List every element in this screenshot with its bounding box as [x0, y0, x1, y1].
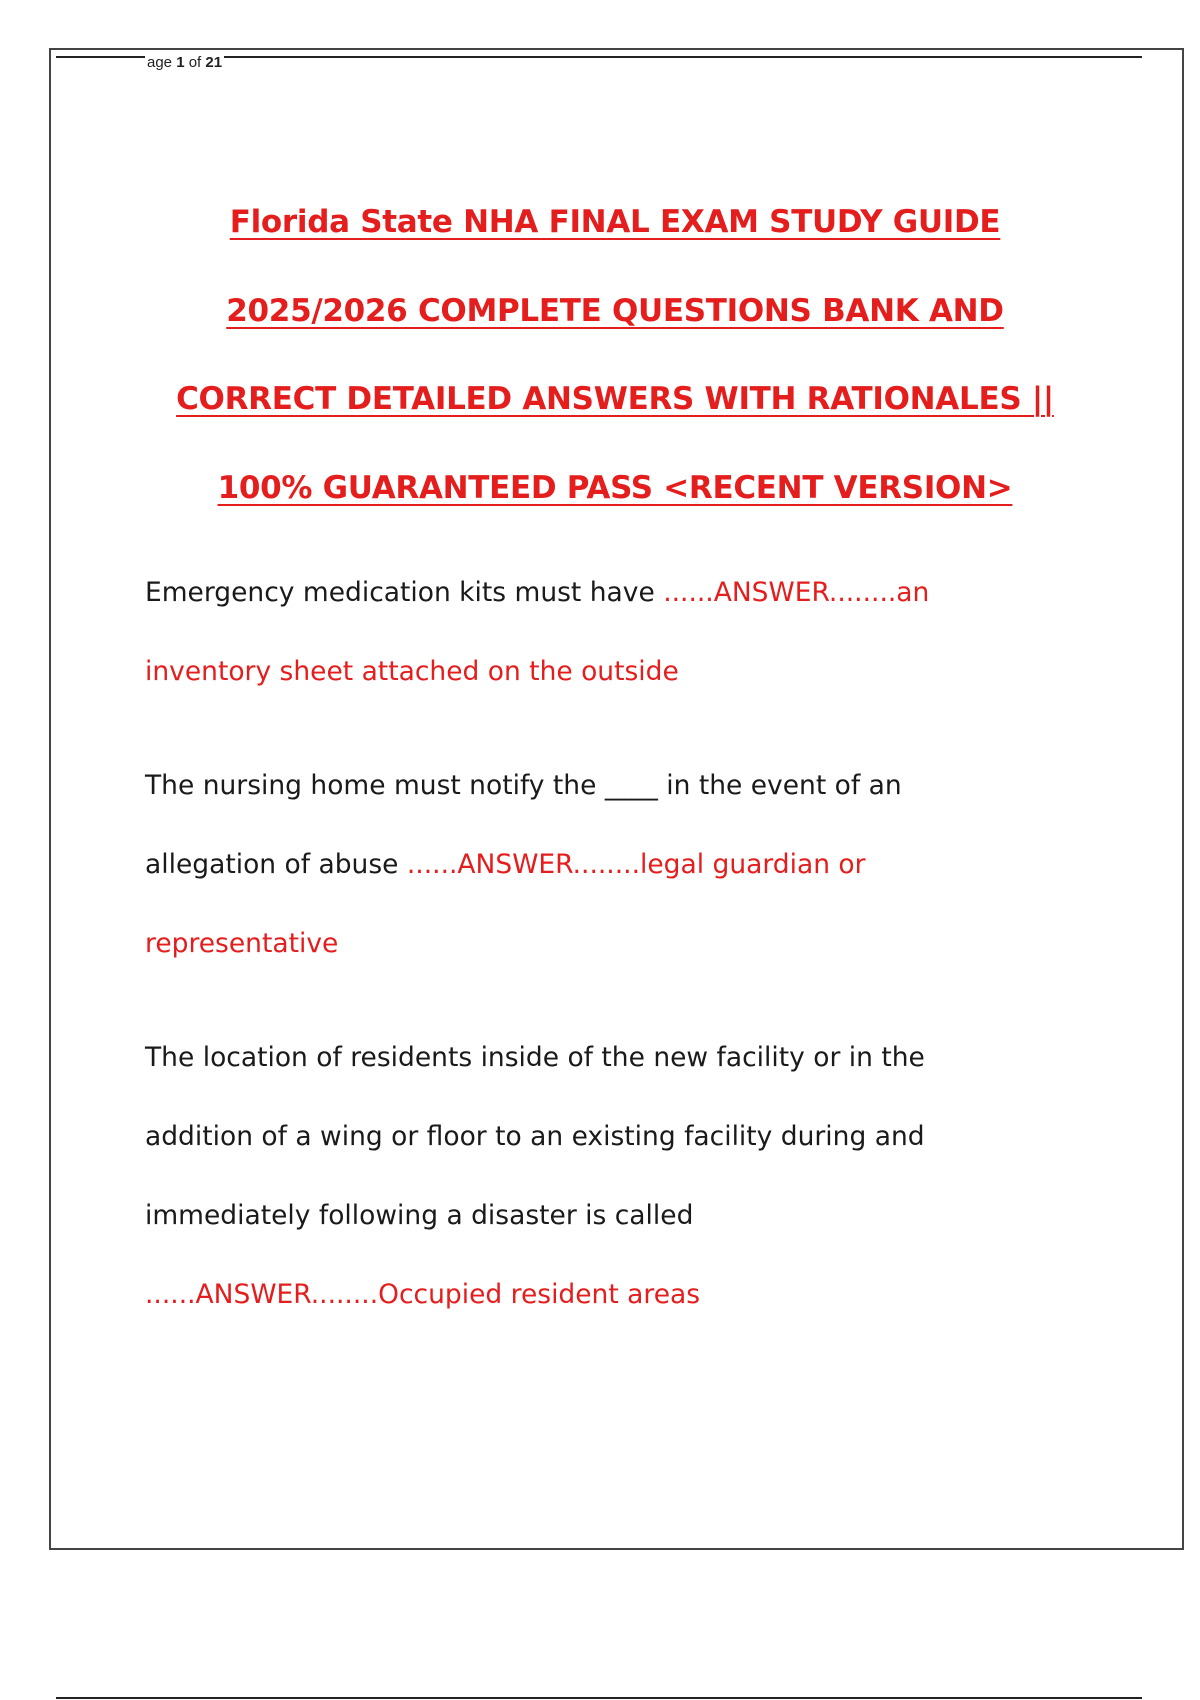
- qa-line: [145, 746, 1125, 825]
- page-number-of: of: [188, 54, 202, 71]
- qa-line: [145, 1018, 1125, 1097]
- qa-item-occupied-areas: [145, 1018, 1125, 1334]
- title-line: Florida State NHA FINAL EXAM STUDY GUIDE: [229, 204, 1001, 240]
- document-title: [100, 178, 1130, 532]
- qa-line: [145, 1097, 1125, 1176]
- qa-item-emergency-kits: [145, 553, 1125, 711]
- page-number: [145, 53, 224, 73]
- bottom-rule: [56, 1697, 1142, 1699]
- answer-text: ......ANSWER........Occupied resident areas: [145, 1279, 701, 1310]
- answer-text: inventory sheet attached on the outside: [145, 656, 679, 687]
- qa-line: [145, 904, 1125, 983]
- page-number-prefix: age: [147, 54, 173, 71]
- title-line: 100% GUARANTEED PASS <RECENT VERSION>: [217, 469, 1013, 506]
- answer-text: representative: [145, 928, 339, 959]
- question-text: immediately following a disaster is called: [145, 1200, 694, 1231]
- title-line: CORRECT DETAILED ANSWERS WITH RATIONALES ||: [176, 381, 1054, 417]
- qa-line: [145, 1255, 1125, 1334]
- qa-item-abuse-notification: [145, 746, 1125, 983]
- page-number-total: 21: [205, 54, 223, 71]
- question-text: allegation of abuse: [145, 849, 407, 880]
- qa-line: [145, 632, 1125, 711]
- page-number-current: 1: [176, 54, 185, 71]
- qa-line: [145, 553, 1125, 632]
- qa-line: [145, 1176, 1125, 1255]
- qa-line: [145, 825, 1125, 904]
- answer-text: ......ANSWER........legal guardian or: [406, 849, 866, 880]
- answer-text: ......ANSWER........an: [663, 577, 930, 608]
- title-line: 2025/2026 COMPLETE QUESTIONS BANK AND: [226, 292, 1004, 329]
- question-text: The location of residents inside of the new facility or in the: [145, 1042, 925, 1073]
- question-text: addition of a wing or floor to an existing facility during and: [145, 1121, 925, 1152]
- question-text: Emergency medication kits must have: [145, 577, 664, 608]
- question-text: The nursing home must notify the ____ in the event of an: [145, 770, 902, 801]
